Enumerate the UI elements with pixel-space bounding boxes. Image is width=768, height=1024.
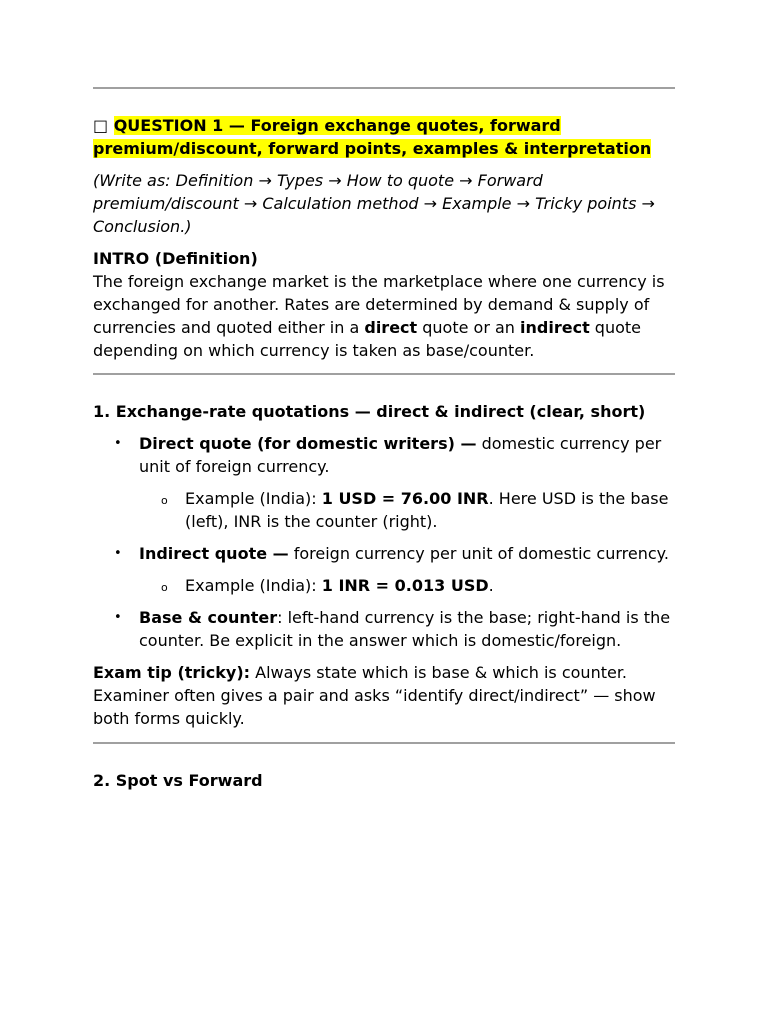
example-rate: 1 INR = 0.013 USD [321,576,489,595]
list-item-direct-quote [139,432,675,533]
divider [93,373,675,375]
intro-text: quote or an [417,318,521,337]
document-page [93,0,675,792]
intro-indirect-term: indirect [520,318,590,337]
list-item-indirect-quote [139,542,675,597]
base-counter-label: Base & counter [139,608,278,627]
direct-quote-text: domestic currency per unit of foreign currency. [139,434,662,476]
direct-quote-example [185,487,675,533]
exam-tip-text: Always state which is base & which is counter. Examiner often gives a pair and asks “identify direct/indirect” — show both forms quickly. [93,663,656,728]
divider [93,742,675,744]
intro-heading: INTRO (Definition) [93,249,258,268]
question-title: QUESTION 1 — Foreign exchange quotes, forward premium/discount, forward points, examples & interpretation [93,116,652,158]
intro-text: The foreign exchange market is the marketplace where one currency is exchanged for another. Rates are determined by demand & supply of currencies and quoted either in a [93,272,665,337]
list-item-base-counter [139,606,675,652]
base-counter-text: : left-hand currency is the base; right-hand is the counter. Be explicit in the answer which is domestic/foreign. [139,608,671,650]
question-heading [93,114,675,160]
example-prefix: Example (India): [185,489,322,508]
example-rate: 1 USD = 76.00 INR [321,489,489,508]
example-suffix: . [488,576,494,595]
exam-tip [93,661,675,730]
section-2-heading: 2. Spot vs Forward [93,771,263,790]
direct-quote-label: Direct quote (for domestic writers) — [139,434,477,453]
exam-tip-label: Exam tip (tricky): [93,663,251,682]
intro-direct-term: direct [364,318,418,337]
divider [93,87,675,89]
quotation-list [93,432,675,652]
question-icon: □ [93,116,109,135]
indirect-quote-example [185,574,675,597]
example-suffix: . Here USD is the base (left), INR is the counter (right). [185,489,669,531]
answer-structure-note: (Write as: Definition → Types → How to quote → Forward premium/discount → Calculation method → Example → Tricky points → Conclusion.) [93,171,655,236]
indirect-quote-text: foreign currency per unit of domestic currency. [288,544,669,563]
intro-paragraph [93,270,675,362]
indirect-quote-sublist [139,574,675,597]
direct-quote-sublist [139,487,675,533]
example-prefix: Example (India): [185,576,322,595]
section-1-heading: 1. Exchange-rate quotations — direct & indirect (clear, short) [93,402,646,421]
intro-text: quote depending on which currency is taken as base/counter. [93,318,642,360]
indirect-quote-label: Indirect quote — [139,544,289,563]
